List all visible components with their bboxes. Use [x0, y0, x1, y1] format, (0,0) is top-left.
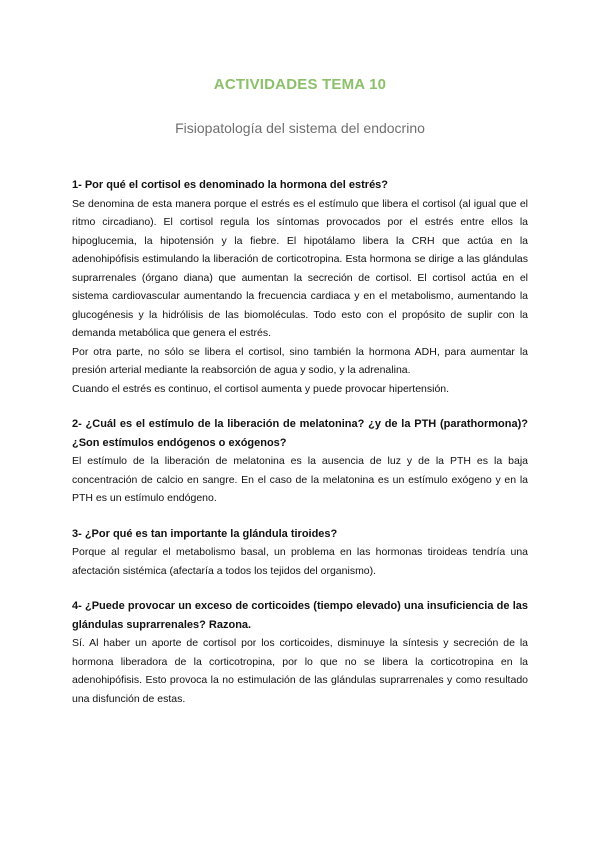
question-3: 3- ¿Por qué es tan importante la glándula tiroides? — [72, 527, 338, 540]
answer-4-paragraph-1: Sí. Al haber un aporte de cortisol por los corticoides, disminuye la síntesis y secreción de la hormona liberadora de la corticotropina, por lo que no se libera la corticotropina en la adenohipófisis. Esto provoca la no estimulación de las glándulas suprarrenales y como resultado una disfunción de estas. — [72, 637, 528, 705]
answer-3-paragraph-1: Porque al regular el metabolismo basal, un problema en las hormonas tiroideas tendría una afectación sistémica (afectaría a todos los tejidos del organismo). — [72, 546, 528, 577]
question-1: 1- Por qué el cortisol es denominado la hormona del estrés? — [72, 179, 389, 191]
document-title: ACTIVIDADES TEMA 10 — [213, 76, 387, 93]
question-block-3 — [72, 525, 528, 581]
document-subtitle: Fisiopatología del sistema del endocrino — [175, 120, 425, 136]
answer-1-paragraph-3: Cuando el estrés es continuo, el cortisol aumenta y puede provocar hipertensión. — [72, 382, 450, 395]
question-block-2 — [72, 415, 528, 508]
questions-list — [72, 176, 528, 725]
question-block-1 — [72, 176, 528, 398]
answer-2-paragraph-1: El estímulo de la liberación de melatonina es la ausencia de luz y de la PTH es la baja concentración de calcio en sangre. En el caso de la melatonina es un estímulo exógeno y en la PTH es un estímulo endógeno. — [72, 455, 528, 504]
question-block-4 — [72, 597, 528, 708]
question-4: 4- ¿Puede provocar un exceso de corticoides (tiempo elevado) una insuficiencia de las glándulas suprarrenales? Razona. — [72, 600, 528, 631]
answer-1-paragraph-1: Se denomina de esta manera porque el estrés es el estímulo que libera el cortisol (al igual que el ritmo circadiano). El cortisol regula los síntomas provocados por el estrés entre ellos la hipoglucemia, la hipotensión y la fiebre. El hipotálamo libera la CRH que actúa en la adenohipófisis estimulando la liberación de corticotropina. Esta hormona se dirige a las glándulas suprarrenales (órgano diana) que aumentan la secreción de cortisol. El cortisol actúa en el sistema cardiovascular aumentando la frecuencia cardiaca y en el metabolismo, aumentando la glucogénesis y la hidrólisis de las biomoléculas. Todo esto con el propósito de suplir con la demanda metabólica que genera el estrés. — [72, 197, 528, 339]
question-2: 2- ¿Cuál es el estímulo de la liberación de melatonina? ¿y de la PTH (parathormona)? ¿Son estímulos endógenos o exógenos? — [72, 418, 528, 449]
answer-1-paragraph-2: Por otra parte, no sólo se libera el cortisol, sino también la hormona ADH, para aumentar la presión arterial mediante la reabsorción de agua y sodio, y la adrenalina. — [72, 345, 528, 376]
